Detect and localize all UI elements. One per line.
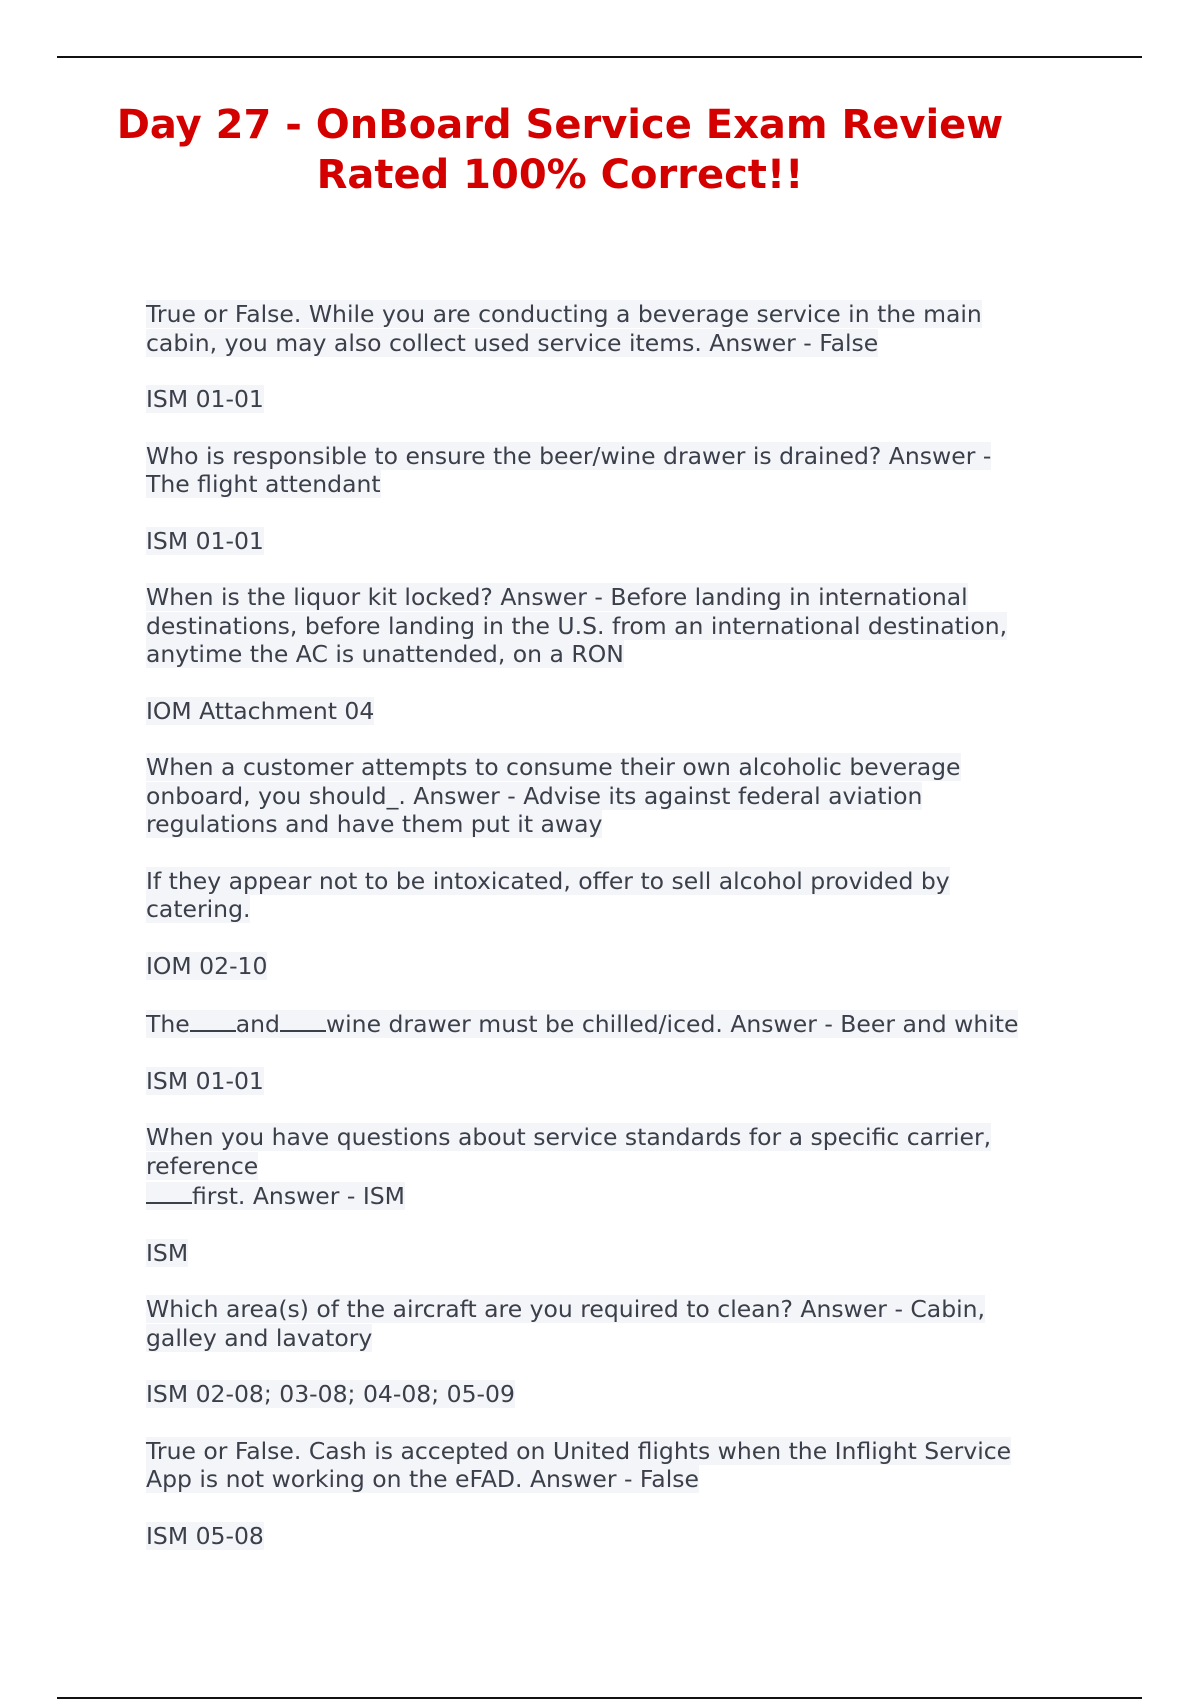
paragraph-q1 <box>146 300 1086 357</box>
document-title <box>60 100 1060 200</box>
paragraph-q4 <box>146 753 1086 839</box>
text-line: Who is responsible to ensure the beer/wine drawer is drained? Answer - <box>146 441 992 470</box>
paragraph-q7 <box>146 1295 1086 1352</box>
text-line: ISM 02-08; 03-08; 04-08; 05-09 <box>146 1380 515 1408</box>
text-segment: first. Answer - ISM <box>192 1182 405 1210</box>
text-line: cabin, you may also collect used service items. Answer - False <box>146 328 879 357</box>
text-line: If they appear not to be intoxicated, offer to sell alcohol provided by <box>146 866 950 895</box>
bottom-rule <box>57 1697 1142 1699</box>
document-body <box>146 300 1086 1578</box>
text-line: regulations and have them put it away <box>146 810 603 838</box>
text-line: ISM 01-01 <box>146 1066 264 1095</box>
text-line: onboard, you should_. Answer - Advise its against federal aviation <box>146 781 923 810</box>
text-line: catering. <box>146 895 251 923</box>
text-line: reference <box>146 1151 259 1180</box>
text-line: True or False. Cash is accepted on United flights when the Inflight Service <box>146 1436 1012 1465</box>
text-line: IOM 02-10 <box>146 951 268 980</box>
text-line: IOM Attachment 04 <box>146 696 375 725</box>
text-line: destinations, before landing in the U.S. from an international destination, <box>146 611 1008 640</box>
paragraph-ref3 <box>146 697 1086 726</box>
paragraph-q6 <box>146 1123 1086 1211</box>
title-line-1: Day 27 - OnBoard Service Exam Review <box>116 102 1004 148</box>
text-segment: The <box>146 1010 190 1038</box>
top-rule <box>57 56 1142 58</box>
paragraph-q4-note <box>146 867 1086 924</box>
text-line: When you have questions about service standards for a specific carrier, <box>146 1123 992 1151</box>
paragraph-ref4 <box>146 952 1086 981</box>
fill-in-blank <box>280 1008 326 1032</box>
text-segment: wine drawer must be chilled/iced. Answer - Beer and white <box>325 1010 1019 1038</box>
paragraph-q5 <box>146 1008 1086 1039</box>
paragraph-ref5 <box>146 1067 1086 1096</box>
text-line: Which area(s) of the aircraft are you required to clean? Answer - Cabin, <box>146 1295 986 1323</box>
text-line: App is not working on the eFAD. Answer - False <box>146 1465 699 1493</box>
fill-in-blank <box>190 1008 236 1032</box>
text-segment: and <box>235 1010 280 1038</box>
paragraph-ref7 <box>146 1380 1086 1409</box>
text-line: ISM 05-08 <box>146 1521 264 1550</box>
paragraph-q3 <box>146 583 1086 669</box>
text-line: ISM 01-01 <box>146 385 264 413</box>
text-line: When a customer attempts to consume their own alcoholic beverage <box>146 753 961 781</box>
paragraph-ref2 <box>146 527 1086 556</box>
text-line: ISM 01-01 <box>146 526 264 555</box>
text-line: True or False. While you are conducting a beverage service in the main <box>146 300 982 328</box>
paragraph-ref8 <box>146 1522 1086 1551</box>
text-line: anytime the AC is unattended, on a RON <box>146 640 624 668</box>
text-line: galley and lavatory <box>146 1323 373 1352</box>
text-line: ISM <box>146 1238 189 1267</box>
paragraph-ref1 <box>146 385 1086 414</box>
paragraph-ref6 <box>146 1239 1086 1268</box>
paragraph-q8 <box>146 1437 1086 1494</box>
text-line: The flight attendant <box>146 470 381 498</box>
paragraph-q2 <box>146 442 1086 499</box>
text-line: When is the liquor kit locked? Answer - Before landing in international <box>146 583 968 611</box>
fill-in-blank <box>146 1180 192 1204</box>
title-line-2: Rated 100% Correct!! <box>316 152 804 198</box>
